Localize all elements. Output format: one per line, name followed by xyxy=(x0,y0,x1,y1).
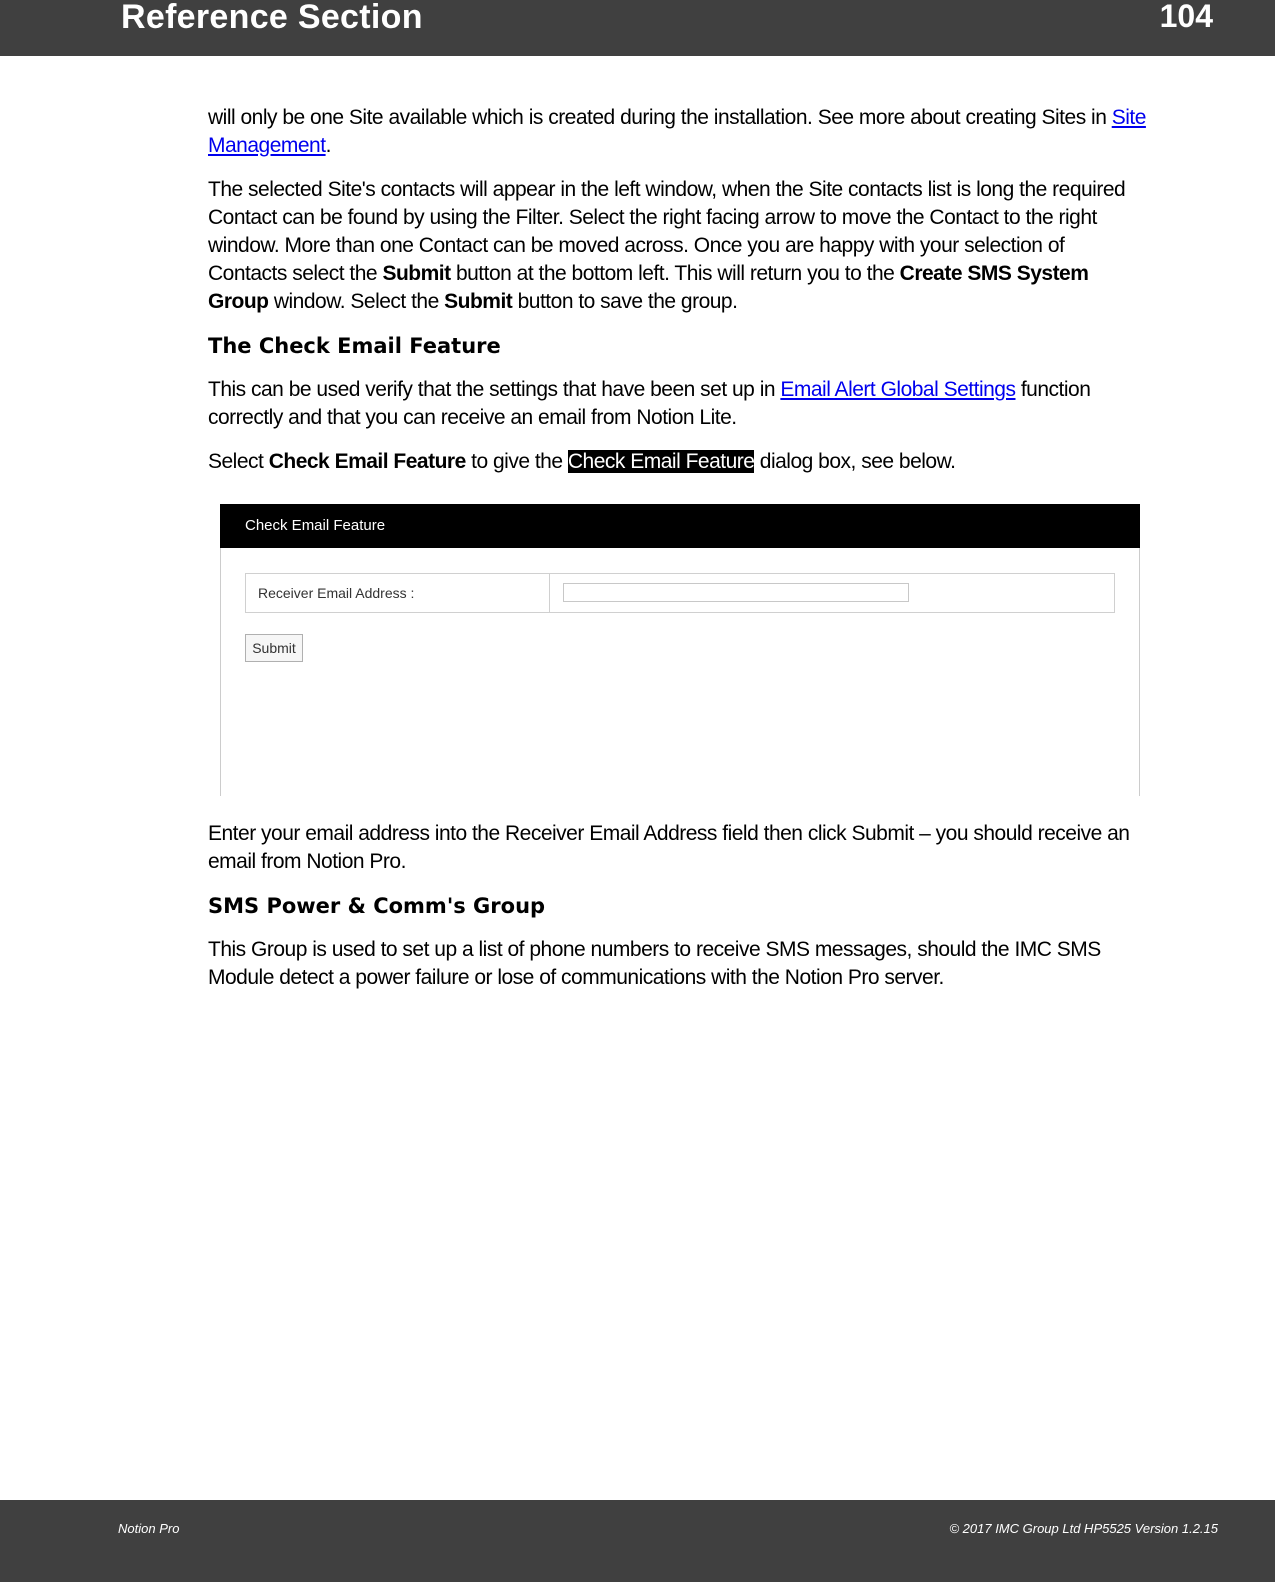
receiver-email-row xyxy=(245,573,1115,613)
bold-text: Check Email Feature xyxy=(268,450,466,473)
paragraph-text: Select xyxy=(208,450,269,473)
footer-copyright: © 2017 IMC Group Ltd HP5525 Version 1.2.15 xyxy=(949,1521,1218,1536)
paragraph-text: to give the xyxy=(465,450,568,473)
page-header xyxy=(0,0,1275,56)
paragraph-text: dialog box, see below. xyxy=(754,450,956,473)
paragraph-text: . xyxy=(325,134,331,157)
paragraph xyxy=(208,376,1148,432)
paragraph-text: This can be used verify that the settings that have been set up in xyxy=(208,378,781,401)
paragraph-text: button to save the group. xyxy=(512,290,738,313)
page-number: 104 xyxy=(1159,0,1213,34)
paragraph: Enter your email address into the Receiver Email Address field then click Submit – you should receive an email from Notion Pro. xyxy=(208,822,1130,873)
check-email-dialog-screenshot xyxy=(220,504,1140,796)
paragraph-text: button at the bottom left. This will return you to the xyxy=(450,262,900,285)
receiver-email-label: Receiver Email Address : xyxy=(246,574,550,612)
submit-button[interactable]: Submit xyxy=(245,634,303,662)
section-title: Reference Section xyxy=(121,0,423,36)
paragraph-text: function correctly and that you can receive an email from Notion Lite. xyxy=(208,378,1091,429)
site-management-link[interactable]: Site Management xyxy=(208,106,1146,157)
paragraph-text: will only be one Site available which is created during the installation. See more about creating Sites in xyxy=(208,106,1112,129)
receiver-email-input[interactable] xyxy=(563,583,909,602)
paragraph: This Group is used to set up a list of phone numbers to receive SMS messages, should the IMC SMS Module detect a power failure or lose of communications with the Notion Pro server. xyxy=(208,938,1101,989)
document-body xyxy=(208,104,1148,1008)
bold-text: Submit xyxy=(382,262,451,285)
paragraph xyxy=(208,448,1148,476)
dialog-title: Check Email Feature xyxy=(220,504,1140,548)
paragraph xyxy=(208,104,1148,160)
heading-check-email: The Check Email Feature xyxy=(208,334,501,358)
heading-sms-power: SMS Power & Comm's Group xyxy=(208,894,546,918)
paragraph-text: The selected Site's contacts will appear in the left window, when the Site contacts list is long the required Contact can be found by using the Filter. Select the right facing arrow to move the Contact to the right window. More than one Contact can be moved across. Once you are happy with your selection of Contacts select the xyxy=(208,178,1126,285)
page-footer xyxy=(0,1500,1275,1582)
bold-text: Create SMS System Group xyxy=(208,262,1089,313)
highlighted-text: Check Email Feature xyxy=(567,450,755,473)
email-alert-settings-link[interactable]: Email Alert Global Settings xyxy=(780,378,1016,401)
paragraph xyxy=(208,176,1148,316)
paragraph-text: window. Select the xyxy=(268,290,445,313)
footer-product: Notion Pro xyxy=(118,1521,180,1536)
bold-text: Submit xyxy=(444,290,513,313)
